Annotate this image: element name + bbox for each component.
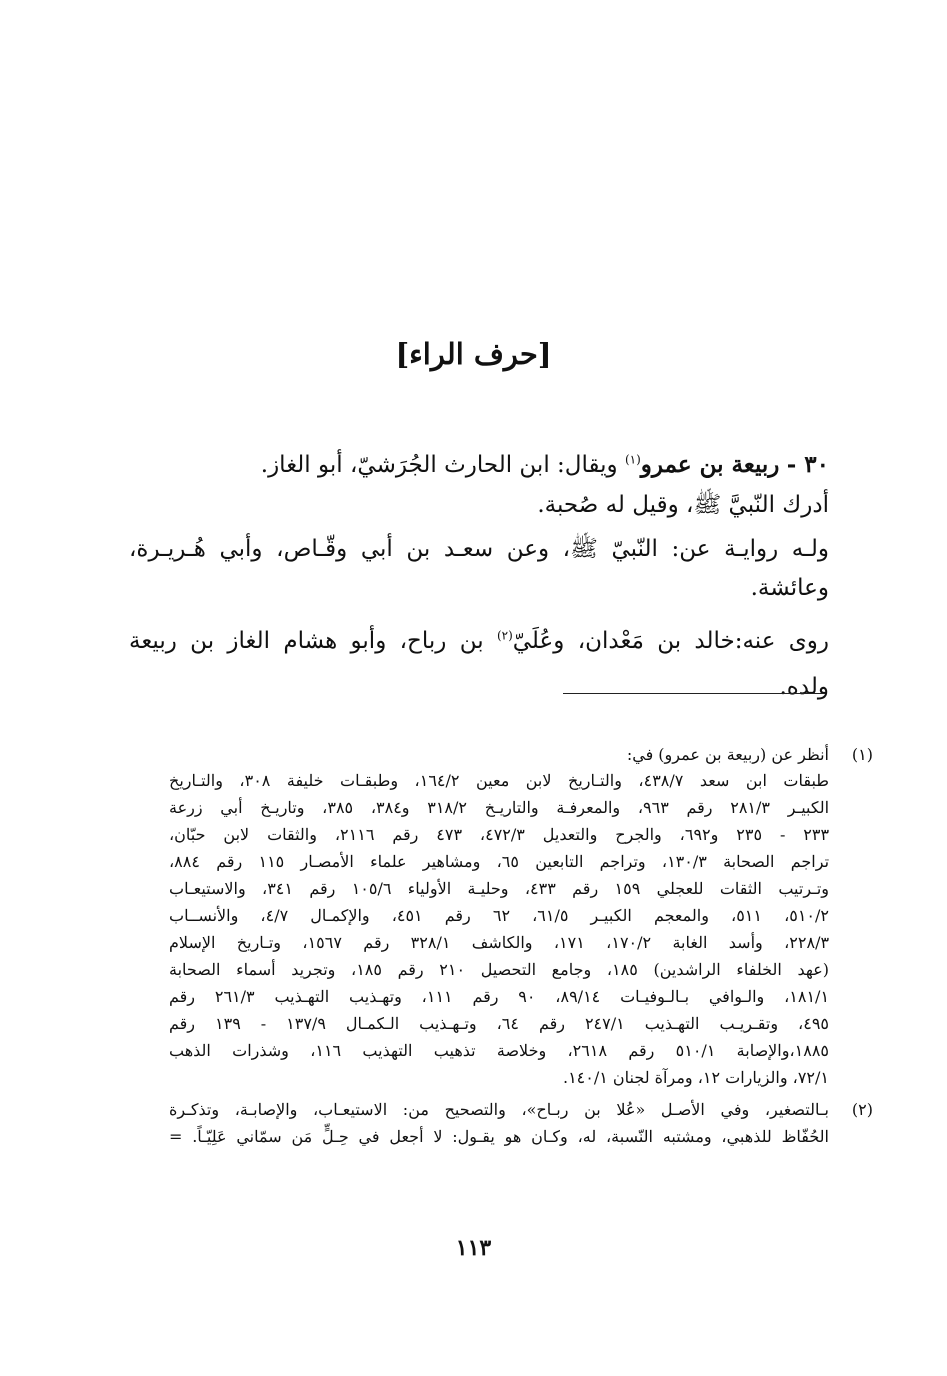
footnote-1-number: (١) [851,745,873,764]
entry-line-6: ولده. [779,674,829,700]
entry-line-1 [261,448,829,482]
entry-line-5 [129,624,829,658]
entry-line-4: وعائشة. [750,575,829,601]
footnote-marker-1: (١) [624,452,641,467]
footnote-1-line: ١٨١/١، والـوافي بـالـوفيـات ٨٩/١٤، ٩٠ رقم ١١١، وتهـذيب التهـذيب ٢٦١/٣ رقم [169,987,830,1006]
entry-line-2: أدرك النّبيَّ ﷺ، وقيل له صُحبة. [537,492,829,518]
entry-line-3: ولـه روايـة عن: النّبيّ ﷺ، وعن سعـد بن أبي وقّـاص، وأبي هُـريـرة، [129,536,829,562]
footnote-1-line: ٢٣٣ - ٢٣٥ و٦٩٢، والجرح والتعديل ٤٧٢/٣، ٤٧٣ رقم ٢١١٦، والثقات لابن حبّان، [169,825,830,844]
footnote-1-line: (عهد الخلفاء الراشدين) ١٨٥، وجامع التحصيل ٢١٠ رقم ١٨٥، وتجريد أسماء الصحابة [169,960,830,979]
chapter-title: [حرف الراء] [395,337,552,371]
footnote-1-line: ٥١٠/٢، ٥١١، والمعجم الكبيـر ٦١/٥، ٦٢ رقم ٤٥١، والإكمـال ٤/٧، والأنســاب [169,906,829,925]
footnote-1-line: ١٨٨٥،والإصابة ٥١٠/١ رقم ٢٦١٨، وخلاصة تذهيب التهذيب ١١٦، وشذرات الذهب [169,1041,830,1060]
footnote-2-number: (٢) [851,1100,873,1119]
entry-line-5a: روى عنه:خالد بن مَعْدان، وعُلَيّ [512,628,829,654]
footnote-1-line: وتـرتيب الثقات للعجلي ١٥٩ رقم ٤٣٣، وحليـة الأولياء ١٠٥/٦ رقم ٣٤١، والاستيعـاب [169,879,830,898]
footnote-1-line: أنظر عن (ربيعة بن عمرو) في: [626,745,829,764]
footnote-1-line: طبقات ابن سعد ٤٣٨/٧، والتـاريخ لابن معين ١٦٤/٢، وطبقـات خليفة ٣٠٨، والتـاريخ [169,771,830,790]
footnote-1-line: تراجم الصحابة ١٣٠/٣، وتراجم التابعين ٦٥، ومشاهير علماء الأمصـار ١١٥ رقم ٨٨٤، [169,852,830,871]
footnote-divider [563,693,825,694]
entry-number: ٣٠ - [786,451,829,478]
footnote-1-line: الكبيـر ٢٨١/٣ رقم ٩٦٣، والمعرفـة والتاريـخ ٣١٨/٢ و٣٨٤، ٣٨٥، وتاريـخ أبي زرعة [169,798,830,817]
footnote-2-line: الحُفّاظ للذهبي، ومشتبه النّسبة، له، وكـان هو يقـول: لا أجعل في حِـلٍّ مَن سمّاني عَلِيّـاً. = [169,1127,829,1146]
footnote-1-line: ٧٢/١، والزيارات ١٢، ومرآة لجنان ١٤٠/١. [562,1068,829,1087]
entry-name: ربيعة بن عمرو [640,451,780,478]
footnote-marker-2: (٢) [496,628,513,643]
footnote-2-line: بـالتصغير، وفي الأصـل «عُلا بن ربـاح»، والتصحيح من: الاستيعـاب، والإصابـة، وتذكـرة [169,1100,829,1119]
footnote-1-line: ٢٢٨/٣، وأسد الغابة ١٧٠/٢، ١٧١، والكاشف ٣٢٨/١ رقم ١٥٦٧، وتـاريخ الإسلام [169,933,830,952]
page-number: ١١٣ [455,1235,492,1261]
entry-line-1-rest: ويقال: ابن الحارث الجُرَشيّ، أبو الغاز. [260,452,618,478]
footnote-1-line: ٤٩٥، وتقـريـب التهـذيب ٢٤٧/١ رقم ٦٤، وتـهـذيب الـكمـال ١٣٧/٩ - ١٣٩ رقم [169,1014,830,1033]
entry-line-5b: بن رباح، وأبو هشام الغاز بن ربيعة [129,628,484,654]
